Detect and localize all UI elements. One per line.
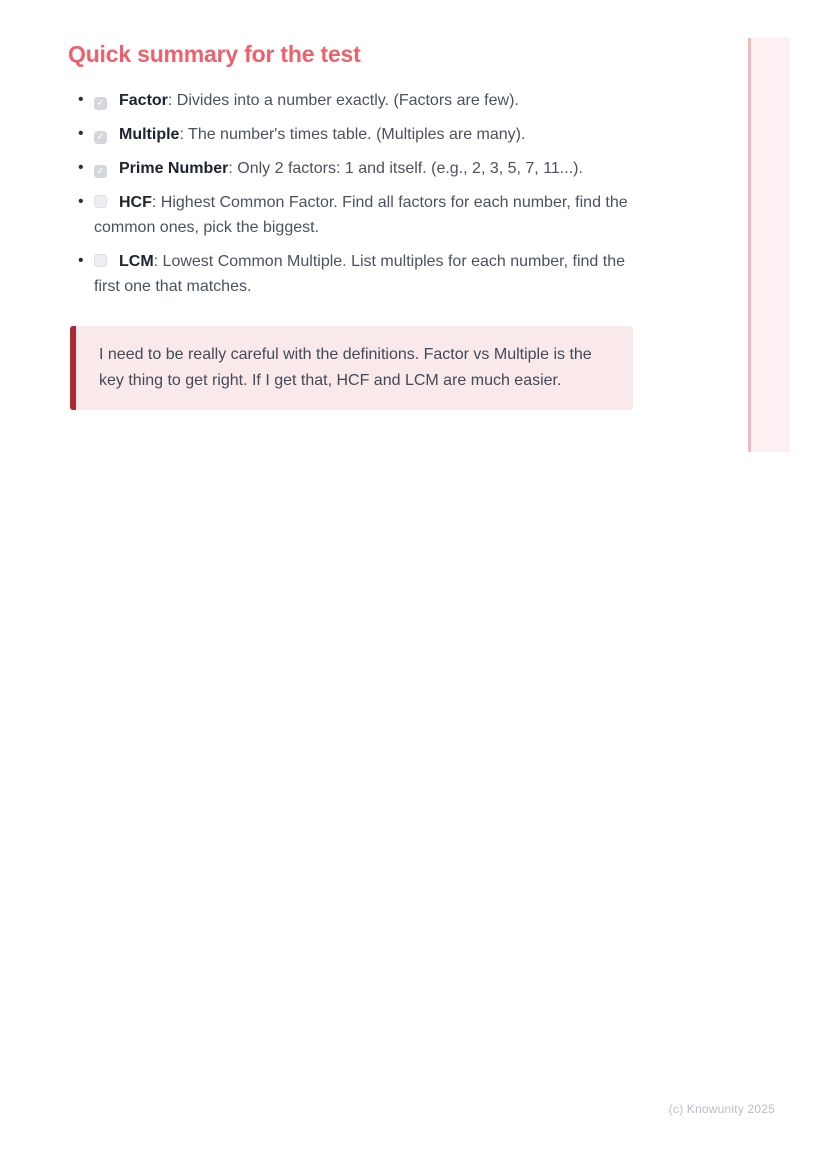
- bullet-marker: •: [78, 125, 84, 142]
- check-icon: ✓: [96, 98, 105, 109]
- page-title: Quick summary for the test: [68, 41, 361, 67]
- check-icon: ✓: [96, 166, 105, 177]
- note-callout-text: I need to be really careful with the definitions. Factor vs Multiple is the key thing to get right. If I get that, HCF and LCM are much easier.: [99, 346, 592, 389]
- bullet-marker: •: [78, 91, 84, 108]
- summary-list: [68, 88, 634, 299]
- list-item: [68, 190, 634, 240]
- list-text: : Divides into a number exactly. (Factors are few).: [167, 92, 519, 109]
- list-item: [68, 249, 634, 299]
- list-term: HCF: [119, 194, 152, 211]
- list-item: [68, 88, 634, 113]
- footer-credit: (c) Knowunity 2025: [668, 1102, 775, 1116]
- checkbox[interactable]: [94, 131, 107, 144]
- list-term: LCM: [119, 253, 154, 270]
- list-item: [68, 122, 634, 147]
- checkbox[interactable]: [94, 165, 107, 178]
- list-item: [68, 156, 634, 181]
- list-text: : The number's times table. (Multiples are many).: [179, 126, 526, 143]
- check-icon: ✓: [96, 132, 105, 143]
- document-content: [68, 42, 634, 410]
- list-term: Factor: [119, 92, 168, 109]
- list-term: Prime Number: [119, 160, 229, 177]
- checkbox[interactable]: [94, 195, 107, 208]
- bullet-marker: •: [78, 159, 84, 176]
- list-text: : Lowest Common Multiple. List multiples for each number, find the first one that matches.: [94, 253, 625, 295]
- list-text: : Only 2 factors: 1 and itself. (e.g., 2, 3, 5, 7, 11...).: [228, 160, 583, 177]
- checkbox[interactable]: [94, 97, 107, 110]
- bullet-marker: •: [78, 193, 84, 210]
- note-callout: [70, 326, 633, 410]
- checkbox[interactable]: [94, 254, 107, 267]
- page-edge-strip: [748, 38, 790, 452]
- bullet-marker: •: [78, 252, 84, 269]
- list-text: : Highest Common Factor. Find all factors for each number, find the common ones, pick the biggest.: [94, 194, 628, 236]
- list-term: Multiple: [119, 126, 180, 143]
